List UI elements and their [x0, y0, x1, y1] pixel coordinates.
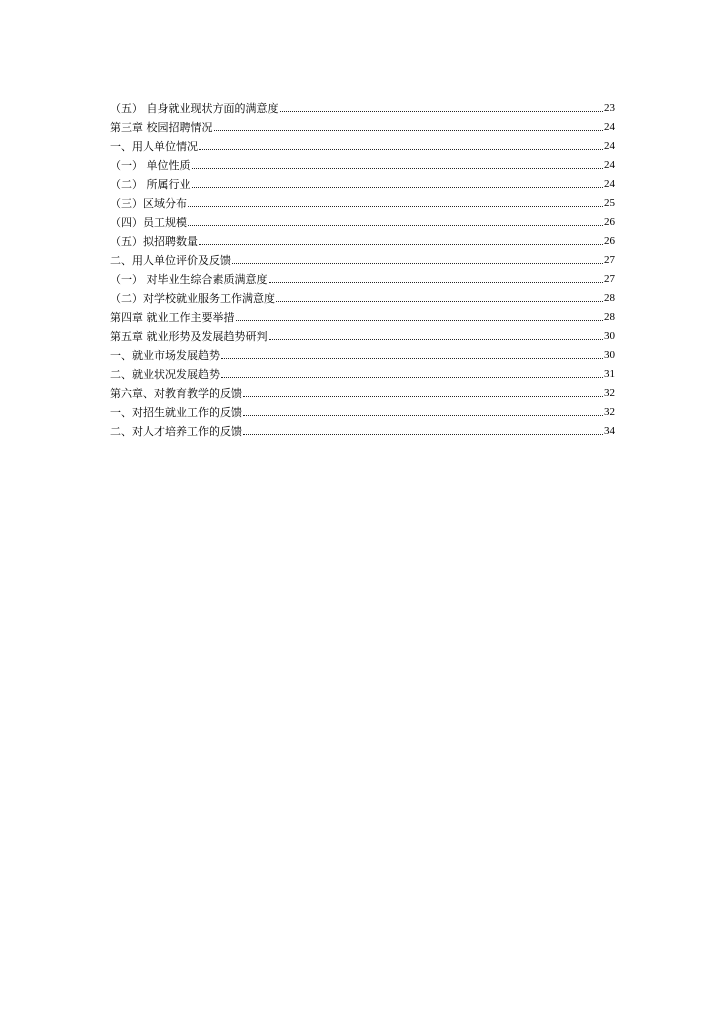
- toc-leader-dots: [236, 319, 604, 321]
- toc-leader-dots: [269, 338, 604, 340]
- toc-leader-dots: [232, 262, 603, 264]
- toc-leader-dots: [199, 148, 603, 150]
- toc-leader-dots: [188, 205, 603, 207]
- toc-entry[interactable]: [110, 419, 615, 438]
- toc-entry-page: 32: [604, 406, 615, 418]
- toc-entry-page: 25: [604, 197, 615, 209]
- toc-entry[interactable]: [110, 267, 615, 286]
- toc-entry[interactable]: [110, 362, 615, 381]
- toc-entry[interactable]: [110, 191, 615, 210]
- toc-entry[interactable]: [110, 286, 615, 305]
- toc-entry-page: 24: [604, 121, 615, 133]
- toc-entry-page: 26: [604, 235, 615, 247]
- toc-leader-dots: [192, 167, 604, 169]
- toc-entry[interactable]: [110, 96, 615, 115]
- toc-entry[interactable]: [110, 381, 615, 400]
- toc-entry[interactable]: [110, 229, 615, 248]
- toc-leader-dots: [192, 186, 604, 188]
- toc-entry-page: 30: [604, 349, 615, 361]
- toc-entry[interactable]: [110, 248, 615, 267]
- toc-entry[interactable]: [110, 134, 615, 153]
- toc-entry-title: （五）拟招聘数量: [110, 235, 198, 248]
- toc-entry-title: 第五章 就业形势及发展趋势研判: [110, 330, 268, 343]
- toc-entry-page: 24: [604, 140, 615, 152]
- toc-entry-title: 二、就业状况发展趋势: [110, 368, 220, 381]
- toc-entry-page: 31: [604, 368, 615, 380]
- toc-entry-title: 第六章、对教育教学的反馈: [110, 387, 242, 400]
- toc-entry-page: 34: [604, 425, 615, 437]
- toc-entry-title: （一） 对毕业生综合素质满意度: [110, 273, 268, 286]
- toc-entry-page: 27: [604, 273, 615, 285]
- toc-entry-page: 23: [604, 102, 615, 114]
- toc-entry[interactable]: [110, 400, 615, 419]
- toc-entry-page: 26: [604, 216, 615, 228]
- table-of-contents: [110, 96, 615, 438]
- toc-entry-title: 二、用人单位评价及反馈: [110, 254, 231, 267]
- toc-leader-dots: [188, 224, 603, 226]
- toc-entry-title: （四）员工规模: [110, 216, 187, 229]
- toc-leader-dots: [243, 395, 603, 397]
- toc-entry-title: （五） 自身就业现状方面的满意度: [110, 102, 279, 115]
- toc-entry-page: 32: [604, 387, 615, 399]
- toc-entry-title: 一、对招生就业工作的反馈: [110, 406, 242, 419]
- toc-entry-title: （二） 所属行业: [110, 178, 191, 191]
- toc-entry-title: 一、用人单位情况: [110, 140, 198, 153]
- toc-leader-dots: [221, 376, 603, 378]
- toc-entry-title: （三）区域分布: [110, 197, 187, 210]
- toc-entry-title: 第四章 就业工作主要举措: [110, 311, 235, 324]
- toc-leader-dots: [199, 243, 603, 245]
- toc-entry[interactable]: [110, 153, 615, 172]
- toc-leader-dots: [243, 433, 603, 435]
- toc-entry-page: 28: [604, 311, 615, 323]
- toc-entry-page: 28: [604, 292, 615, 304]
- toc-entry-title: 二、对人才培养工作的反馈: [110, 425, 242, 438]
- toc-entry-page: 24: [604, 178, 615, 190]
- toc-entry-title: 一、就业市场发展趋势: [110, 349, 220, 362]
- toc-entry[interactable]: [110, 210, 615, 229]
- toc-entry[interactable]: [110, 115, 615, 134]
- toc-entry[interactable]: [110, 172, 615, 191]
- toc-leader-dots: [243, 414, 603, 416]
- toc-entry-page: 30: [604, 330, 615, 342]
- toc-entry-title: （一） 单位性质: [110, 159, 191, 172]
- toc-leader-dots: [276, 300, 603, 302]
- toc-entry[interactable]: [110, 324, 615, 343]
- toc-entry-title: （二）对学校就业服务工作满意度: [110, 292, 275, 305]
- toc-entry-title: 第三章 校园招聘情况: [110, 121, 213, 134]
- toc-entry[interactable]: [110, 305, 615, 324]
- toc-leader-dots: [280, 110, 604, 112]
- toc-leader-dots: [221, 357, 603, 359]
- toc-leader-dots: [269, 281, 604, 283]
- toc-entry-page: 24: [604, 159, 615, 171]
- toc-entry[interactable]: [110, 343, 615, 362]
- toc-leader-dots: [214, 129, 604, 131]
- toc-entry-page: 27: [604, 254, 615, 266]
